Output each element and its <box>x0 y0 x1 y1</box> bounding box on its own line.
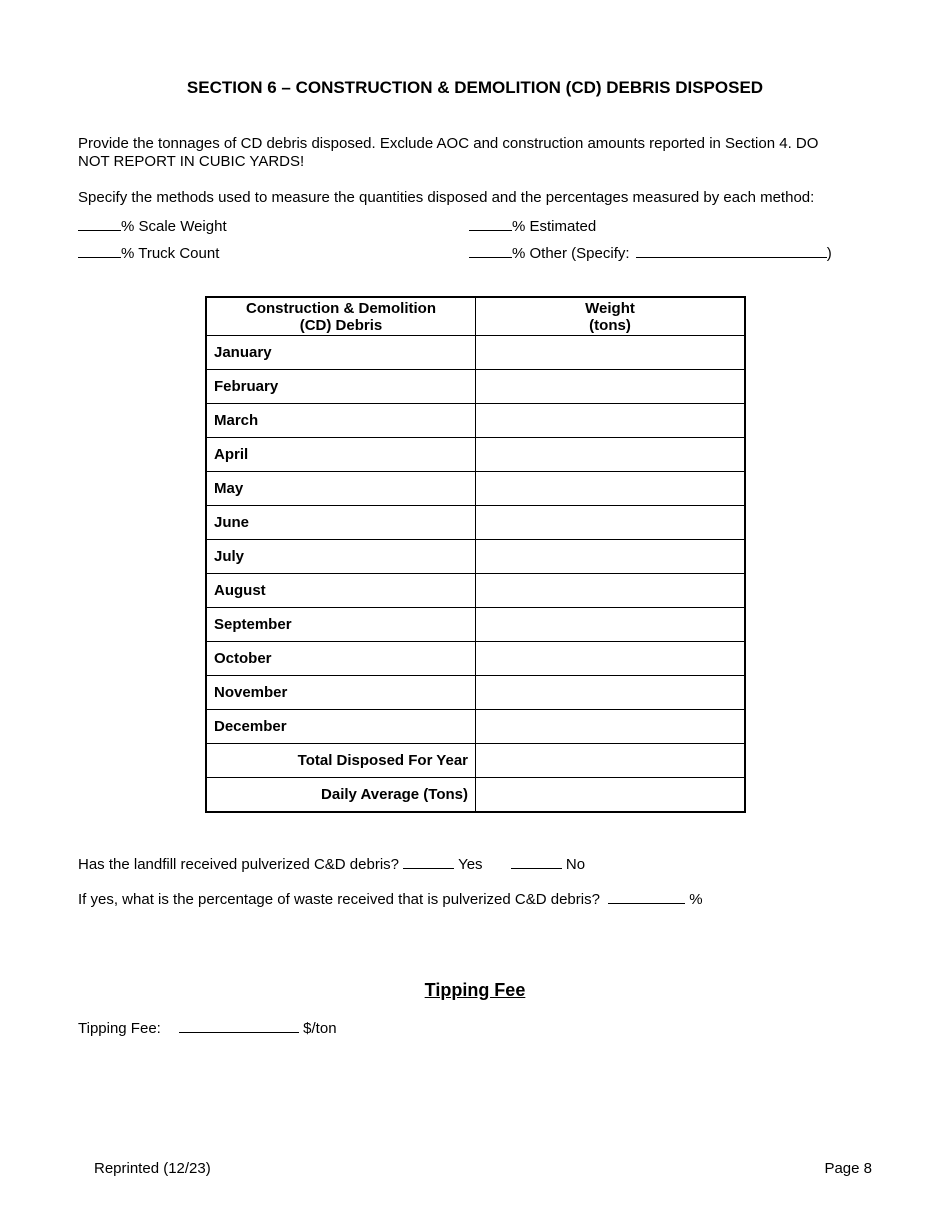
intro-line-1: Provide the tonnages of CD debris disposed. Exclude AOC and construction amounts reported in Section 4. DO <box>78 135 819 152</box>
table-row <box>206 676 745 710</box>
other-specify-blank[interactable] <box>636 243 827 258</box>
yes-label: Yes <box>458 856 483 873</box>
weight-cell[interactable] <box>476 676 746 710</box>
tipping-fee-heading: Tipping Fee <box>424 980 526 1000</box>
tipping-fee-blank[interactable] <box>179 1018 299 1033</box>
month-label: January <box>206 336 476 370</box>
estimated-blank[interactable] <box>469 216 512 231</box>
month-label: March <box>206 404 476 438</box>
weight-cell[interactable] <box>476 370 746 404</box>
weight-cell[interactable] <box>476 506 746 540</box>
tipping-fee-label: Tipping Fee: <box>78 1020 161 1037</box>
month-label: April <box>206 438 476 472</box>
method-estimated <box>469 216 596 235</box>
table-row <box>206 710 745 744</box>
no-blank[interactable] <box>511 854 562 869</box>
month-label: February <box>206 370 476 404</box>
percentage-question-text: If yes, what is the percentage of waste received that is pulverized C&D debris? <box>78 891 600 908</box>
weight-cell[interactable] <box>476 608 746 642</box>
truck-count-blank[interactable] <box>78 243 121 258</box>
total-weight-cell[interactable] <box>476 744 746 778</box>
month-label: June <box>206 506 476 540</box>
weight-cell[interactable] <box>476 710 746 744</box>
method-scale-weight <box>78 216 227 235</box>
col-debris-header-line1: Construction & Demolition <box>246 299 436 317</box>
no-label: No <box>565 856 586 873</box>
table-row <box>206 608 745 642</box>
other-label: % Other (Specify: <box>512 245 630 262</box>
other-blank[interactable] <box>469 243 512 258</box>
col-weight-header <box>476 297 746 336</box>
section-title: SECTION 6 – CONSTRUCTION & DEMOLITION (CD) DEBRIS DISPOSED <box>186 78 764 97</box>
total-label: Total Disposed For Year <box>206 744 476 778</box>
footer-page-number: Page 8 <box>824 1160 872 1177</box>
table-row <box>206 642 745 676</box>
month-label: November <box>206 676 476 710</box>
month-label: July <box>206 540 476 574</box>
estimated-label: % Estimated <box>512 218 597 235</box>
total-row <box>206 744 745 778</box>
tipping-fee-line <box>78 1018 337 1037</box>
table-row <box>206 540 745 574</box>
weight-cell[interactable] <box>476 472 746 506</box>
cd-debris-table <box>205 296 746 813</box>
intro-text <box>78 135 878 171</box>
percentage-question <box>78 889 703 908</box>
weight-cell[interactable] <box>476 404 746 438</box>
table-row <box>206 506 745 540</box>
weight-cell[interactable] <box>476 642 746 676</box>
table-row <box>206 472 745 506</box>
table-row <box>206 438 745 472</box>
pulverized-question <box>78 854 585 873</box>
weight-cell[interactable] <box>476 540 746 574</box>
tipping-fee-unit: $/ton <box>303 1020 337 1037</box>
weight-cell[interactable] <box>476 574 746 608</box>
methods-prompt: Specify the methods used to measure the quantities disposed and the percentages measured by each method: <box>78 189 815 206</box>
percent-sign: % <box>689 891 703 908</box>
month-label: October <box>206 642 476 676</box>
weight-cell[interactable] <box>476 438 746 472</box>
month-label: September <box>206 608 476 642</box>
weight-cell[interactable] <box>476 336 746 370</box>
col-weight-header-line2: (tons) <box>589 316 631 334</box>
table-row <box>206 574 745 608</box>
method-other <box>469 243 832 262</box>
col-weight-header-line1: Weight <box>585 299 635 317</box>
table-row <box>206 370 745 404</box>
scale-weight-blank[interactable] <box>78 216 121 231</box>
col-debris-header-line2: (CD) Debris <box>299 316 383 334</box>
average-row <box>206 778 745 813</box>
table-row <box>206 404 745 438</box>
yes-blank[interactable] <box>403 854 454 869</box>
table-header-row <box>206 297 745 336</box>
other-close: ) <box>826 245 832 262</box>
truck-count-label: % Truck Count <box>121 245 220 262</box>
method-truck-count <box>78 243 219 262</box>
month-label: May <box>206 472 476 506</box>
pulverized-question-text: Has the landfill received pulverized C&D debris? <box>78 856 399 873</box>
footer-reprinted: Reprinted (12/23) <box>94 1160 211 1177</box>
intro-line-2: NOT REPORT IN CUBIC YARDS! <box>78 153 305 170</box>
percentage-blank[interactable] <box>608 889 685 904</box>
average-label: Daily Average (Tons) <box>206 778 476 813</box>
col-debris-header <box>206 297 476 336</box>
average-weight-cell[interactable] <box>476 778 746 813</box>
scale-weight-label: % Scale Weight <box>121 218 227 235</box>
month-label: December <box>206 710 476 744</box>
month-label: August <box>206 574 476 608</box>
table-row <box>206 336 745 370</box>
